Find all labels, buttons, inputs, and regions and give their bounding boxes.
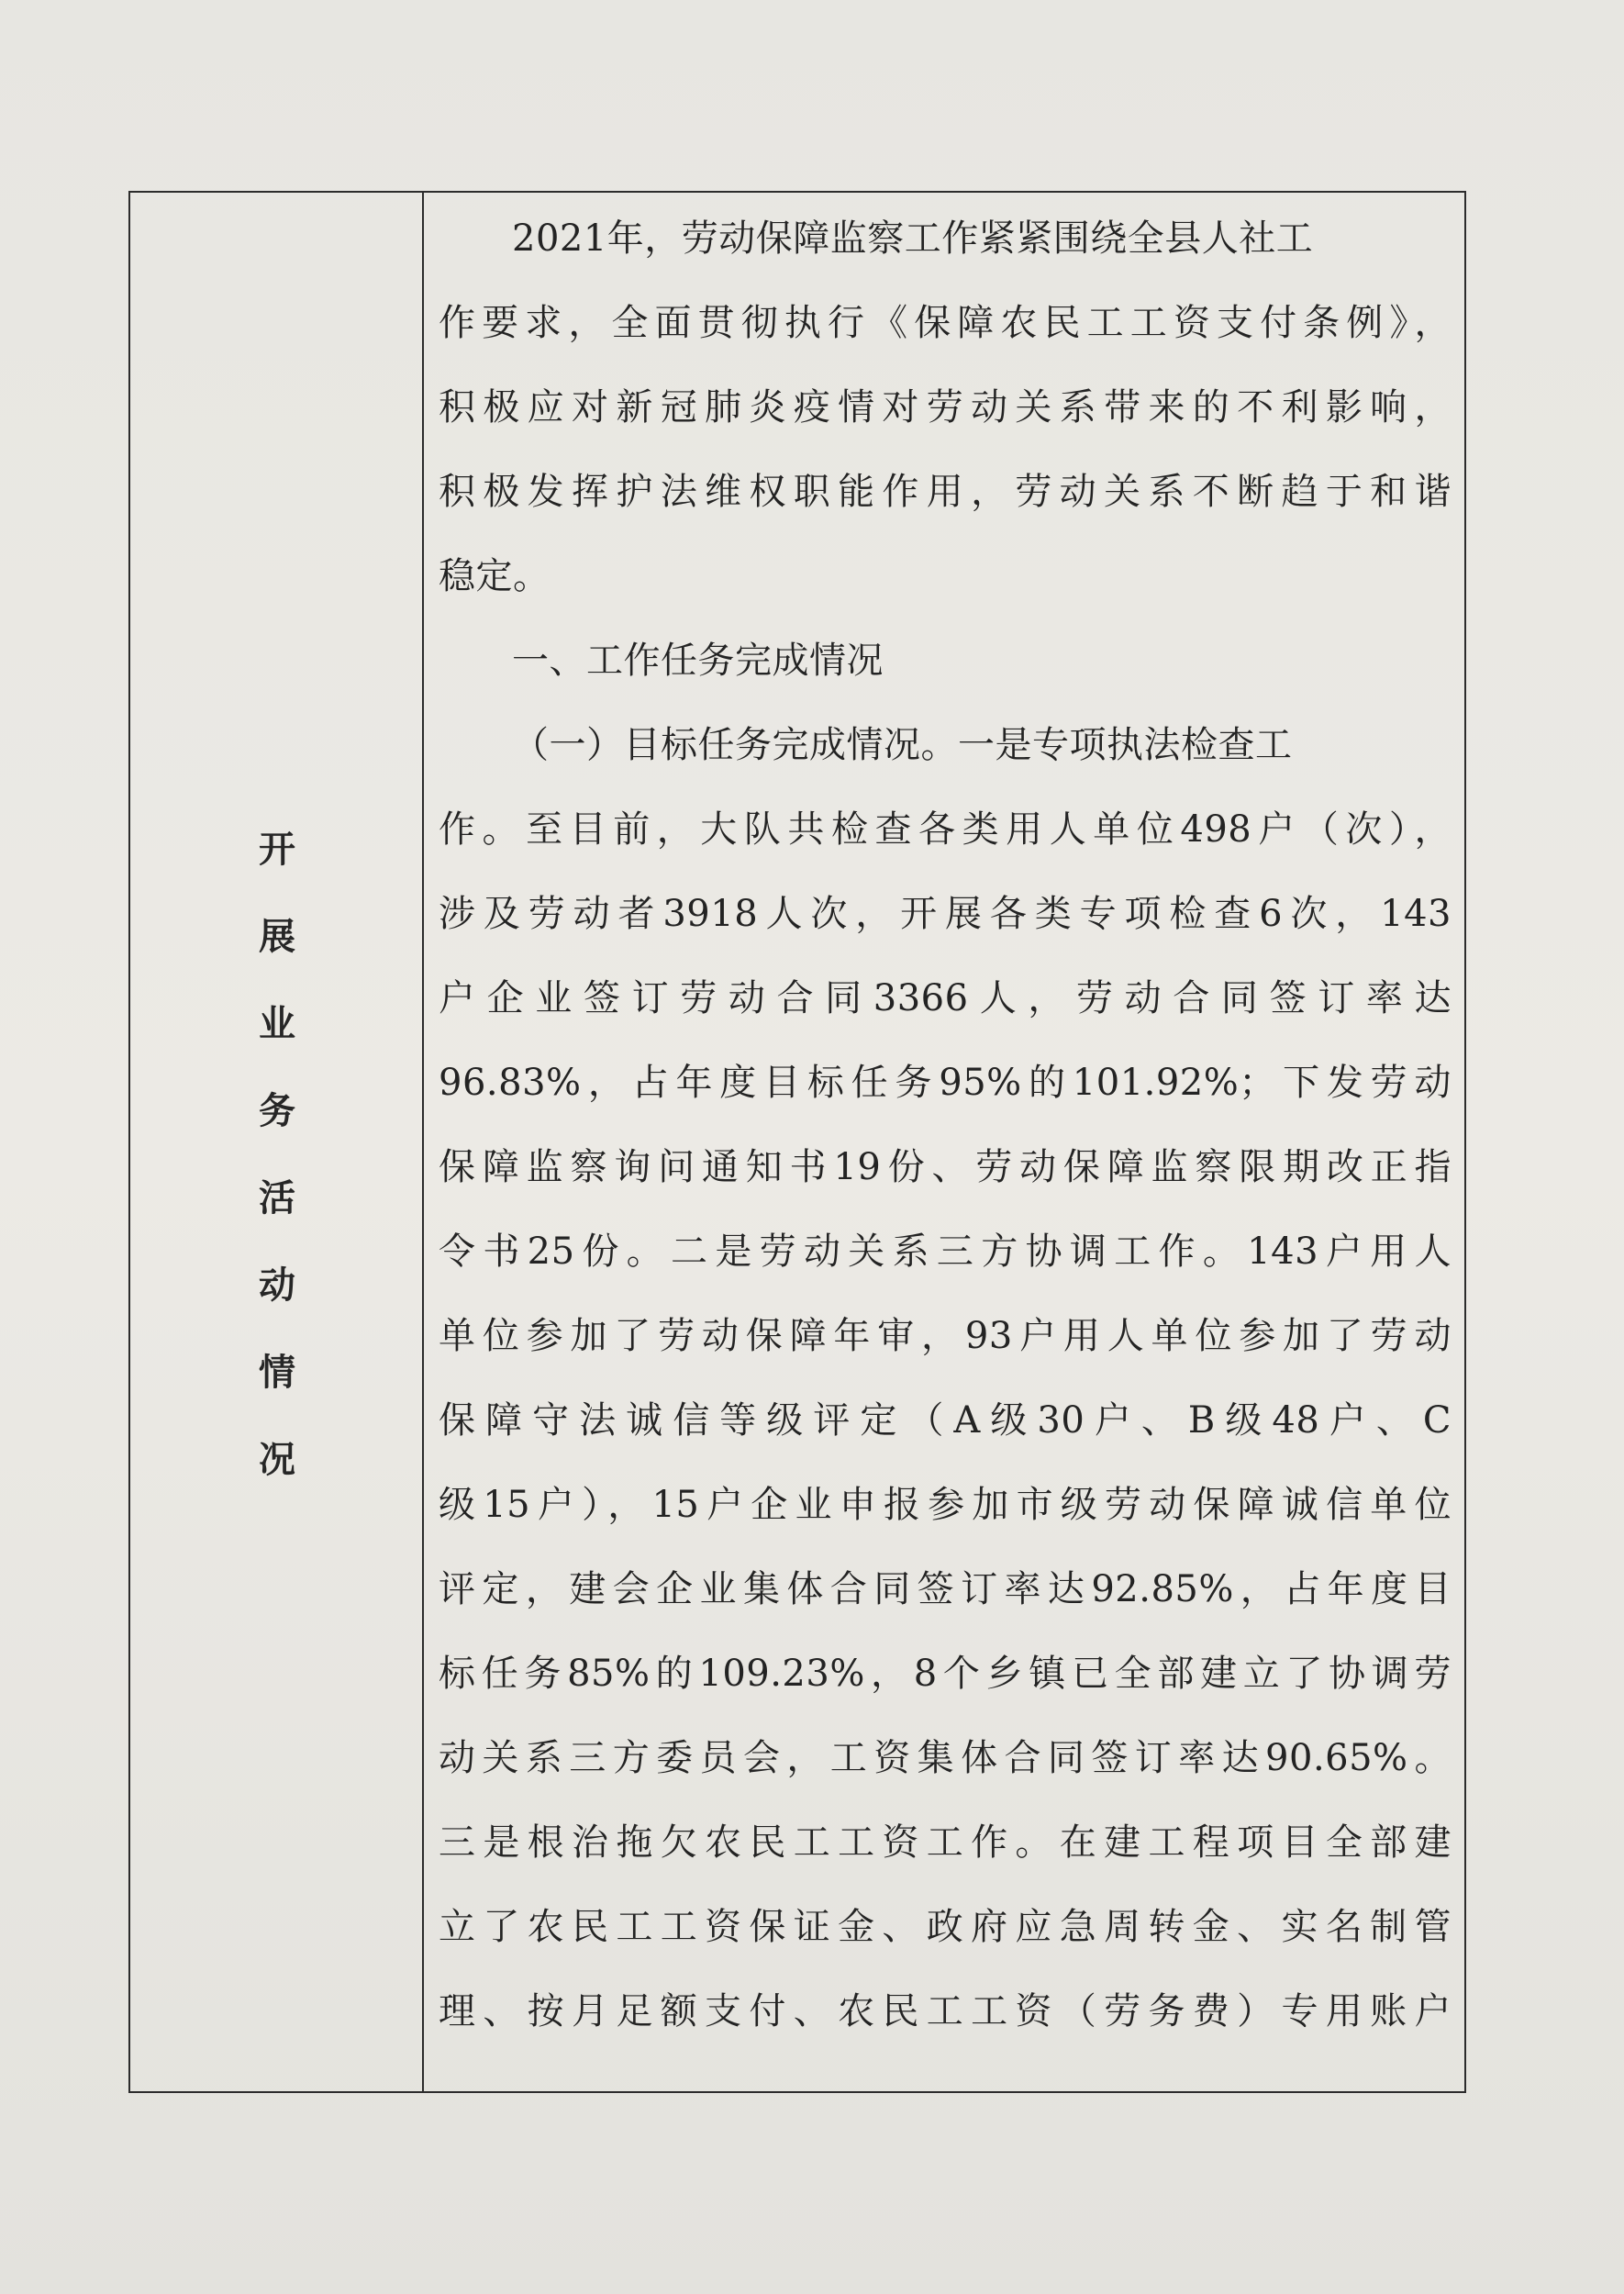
body-line: （一）目标任务完成情况。一是专项执法检查工 bbox=[512, 724, 1293, 766]
body-line: 积极发挥护法维权职能作用，劳动关系不断趋于和谐 bbox=[439, 471, 1452, 513]
body-line: 96.83%，占年度目标任务95%的101.92%；下发劳动 bbox=[439, 1062, 1452, 1104]
label-char: 况 bbox=[259, 1438, 295, 1481]
body-line: 评定，建会企业集体合同签订率达92.85%，占年度目 bbox=[439, 1568, 1452, 1610]
body-line: 2021年，劳动保障监察工作紧紧围绕全县人社工 bbox=[512, 217, 1314, 260]
section-label bbox=[130, 828, 424, 1525]
body-line: 稳定。 bbox=[439, 555, 551, 597]
body-line: 三是根治拖欠农民工工资工作。在建工程项目全部建 bbox=[439, 1821, 1452, 1864]
body-line: 令书25份。二是劳动关系三方协调工作。143户用人 bbox=[439, 1231, 1452, 1273]
label-char: 务 bbox=[259, 1089, 295, 1132]
body-line: 立了农民工工资保证金、政府应急周转金、实名制管 bbox=[439, 1906, 1452, 1948]
label-char: 展 bbox=[259, 915, 295, 958]
body-line: 保障监察询问通知书19份、劳动保障监察限期改正指 bbox=[439, 1146, 1452, 1188]
body-line: 理、按月足额支付、农民工工资（劳务费）专用账户 bbox=[439, 1990, 1452, 2032]
body-line: 保障守法诚信等级评定（A级30户、B级48户、C bbox=[439, 1399, 1452, 1442]
body-line: 积极应对新冠肺炎疫情对劳动关系带来的不利影响， bbox=[439, 386, 1452, 429]
label-column bbox=[130, 193, 424, 2091]
label-char: 动 bbox=[259, 1264, 295, 1307]
label-char: 情 bbox=[259, 1351, 295, 1394]
body-line: 作要求，全面贯彻执行《保障农民工工资支付条例》， bbox=[439, 302, 1452, 344]
section-heading: 一、工作任务完成情况 bbox=[512, 640, 884, 682]
activity-form-table bbox=[128, 191, 1466, 2093]
body-line: 涉及劳动者3918人次，开展各类专项检查6次，143 bbox=[439, 893, 1452, 935]
body-line: 户企业签订劳动合同3366人，劳动合同签订率达 bbox=[439, 977, 1452, 1019]
body-line: 单位参加了劳动保障年审，93户用人单位参加了劳动 bbox=[439, 1315, 1452, 1357]
label-char: 业 bbox=[259, 1002, 295, 1045]
body-line: 作。至目前，大队共检查各类用人单位498户（次）， bbox=[439, 808, 1452, 851]
body-line: 动关系三方委员会，工资集体合同签订率达90.65%。 bbox=[439, 1737, 1452, 1779]
body-line: 级15户），15户企业申报参加市级劳动保障诚信单位 bbox=[439, 1484, 1452, 1526]
label-char: 活 bbox=[259, 1176, 295, 1219]
body-line: 标任务85%的109.23%，8个乡镇已全部建立了协调劳 bbox=[439, 1653, 1452, 1695]
content-column bbox=[424, 193, 1464, 2091]
label-char: 开 bbox=[259, 828, 295, 871]
